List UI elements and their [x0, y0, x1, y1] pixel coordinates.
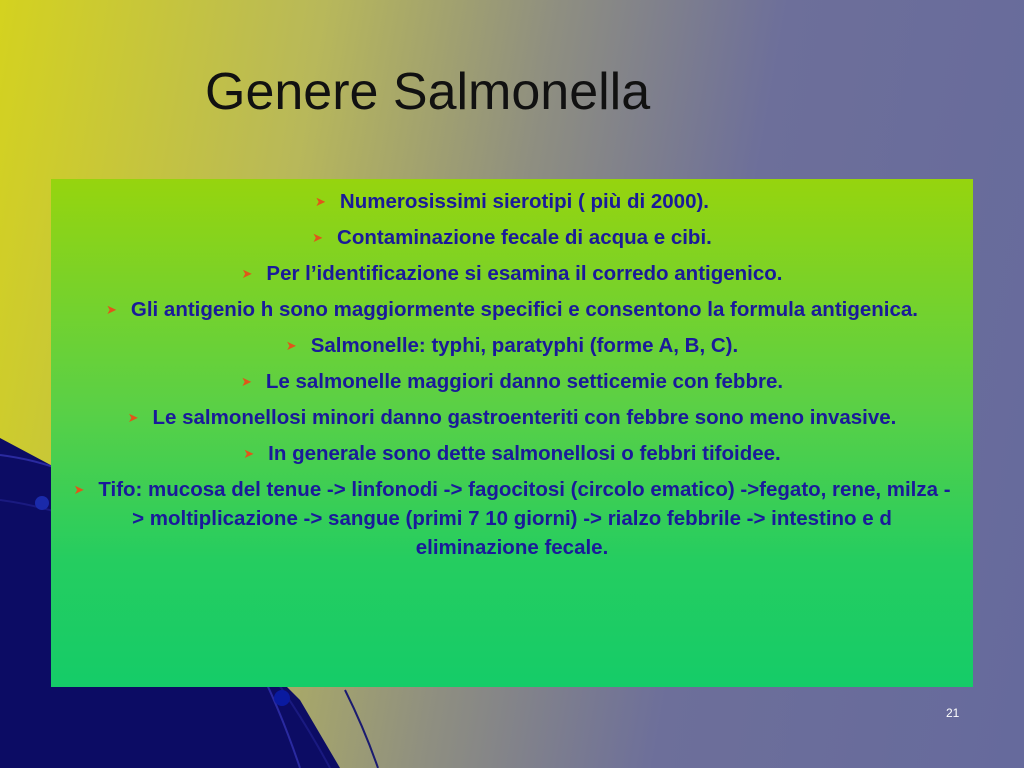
slide-number: 21: [946, 706, 960, 720]
arrow-bullet-icon: ➤: [241, 266, 253, 281]
decorative-dot: [274, 690, 290, 706]
bullet-item: [73, 439, 951, 468]
arrow-bullet-icon: ➤: [312, 230, 324, 245]
bullet-item: [73, 223, 951, 252]
slide-title: Genere Salmonella: [205, 63, 651, 121]
bullet-item: [73, 403, 951, 432]
bullet-item: [73, 331, 951, 360]
bullet-item: [73, 259, 951, 288]
bullet-item: [73, 367, 951, 396]
bullet-text: Tifo: mucosa del tenue -> linfonodi -> fagocitosi (circolo ematico) ->fegato, rene, milza -> moltiplicazione -> sangue (primi 7 10 giorni) -> rialzo febbrile -> intestino e d eliminazione fecale.: [98, 478, 951, 559]
bullet-text: Gli antigenio h sono maggiormente specifici e consentono la formula antigenica.: [130, 298, 918, 321]
arrow-bullet-icon: ➤: [73, 482, 85, 497]
bullet-text: In generale sono dette salmonellosi o febbri tifoidee.: [268, 442, 781, 465]
arrow-bullet-icon: ➤: [127, 410, 139, 425]
arrow-bullet-icon: ➤: [243, 446, 255, 461]
bullet-text: Numerosissimi sierotipi ( più di 2000).: [339, 190, 709, 213]
bullet-text: Per l’identificazione si esamina il corredo antigenico.: [266, 262, 783, 285]
arrow-bullet-icon: ➤: [240, 374, 252, 389]
arrow-bullet-icon: ➤: [314, 194, 326, 209]
bullet-text: Contaminazione fecale di acqua e cibi.: [337, 226, 712, 249]
bullet-item: [73, 187, 951, 216]
decorative-swoosh-line: [345, 690, 378, 768]
bullet-list: [73, 187, 951, 562]
arrow-bullet-icon: ➤: [105, 302, 117, 317]
arrow-bullet-icon: ➤: [285, 338, 297, 353]
bullet-text: Salmonelle: typhi, paratyphi (forme A, B, C).: [310, 334, 739, 357]
content-box: [51, 179, 973, 687]
decorative-dot: [35, 496, 49, 510]
bullet-text: Le salmonellosi minori danno gastroenteriti con febbre sono meno invasive.: [152, 406, 897, 429]
bullet-item: [73, 295, 951, 324]
bullet-item: [73, 475, 951, 562]
bullet-text: Le salmonelle maggiori danno setticemie con febbre.: [265, 370, 784, 393]
